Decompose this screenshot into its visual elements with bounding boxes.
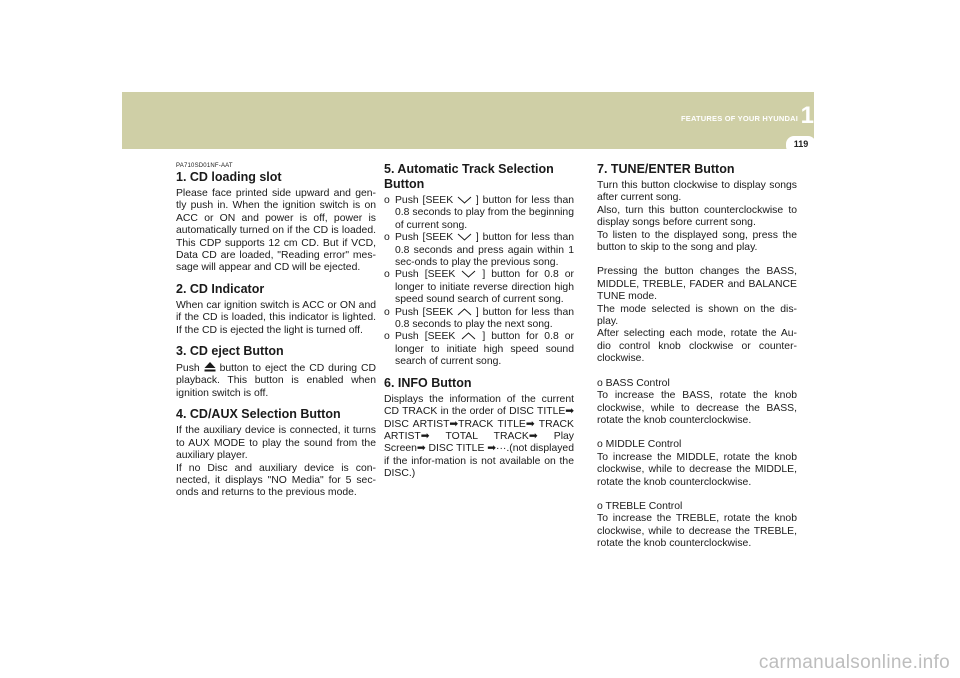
section-code: PA710SD01NF-AAT xyxy=(176,163,233,169)
seek-bullet-item xyxy=(384,331,574,368)
spacer xyxy=(597,254,797,266)
cd-eject-body-start: Push xyxy=(176,363,200,375)
seek-bullet-end: ] button for 0.8 or longer to initiate high speed sound search of current song. xyxy=(395,331,574,368)
spacer xyxy=(597,427,797,439)
seek-bullet-end: ] button for 0.8 or longer to initiate reverse direction high speed sound search of current song. xyxy=(395,269,574,306)
chevron-down-icon xyxy=(457,196,472,204)
seek-bullet-start: Push [SEEK xyxy=(395,195,454,206)
seek-bullet-start: Push [SEEK xyxy=(395,232,454,244)
chapter-number: 1 xyxy=(800,102,814,129)
bullet-marker: o xyxy=(384,195,390,206)
page-number: 119 xyxy=(793,139,809,149)
cd-indicator-body: When car ignition switch is ACC or ON and if the CD is loaded, this indicator is lighted. If the CD is ejected the light is turned off. xyxy=(176,299,376,336)
tune-enter-para-6: After selecting each mode, rotate the Au-dio control knob clockwise or counter-clockwise. xyxy=(597,328,797,365)
seek-bullet-list xyxy=(384,195,574,369)
tune-enter-para-4: Pressing the button changes the BASS, MIDDLE, TREBLE, FADER and BALANCE TUNE mode. xyxy=(597,266,797,303)
seek-bullet-start: Push [SEEK xyxy=(395,269,456,281)
column-1 xyxy=(176,162,376,500)
chapter-label: FEATURES OF YOUR HYUNDAI xyxy=(680,114,798,123)
bullet-marker: o xyxy=(384,232,390,244)
chevron-up-icon xyxy=(461,332,476,340)
cd-eject-body-end: button to eject the CD during CD playback. This button is enabled when ignition switch is off. xyxy=(176,363,376,399)
seek-bullet-start: Push [SEEK xyxy=(395,331,456,343)
tune-enter-para-3: To listen to the displayed song, press the button to skip to the song and play. xyxy=(597,229,797,254)
cd-eject-title: 3. CD eject Button xyxy=(176,344,284,359)
cd-eject-body xyxy=(176,362,376,400)
cd-aux-selection-title: 4. CD/AUX Selection Button xyxy=(176,407,341,422)
seek-bullet-end: ] button for less than 0.8 seconds and press again within 1 sec-onds to play the previous song. xyxy=(395,232,575,269)
tune-enter-title: 7. TUNE/ENTER Button xyxy=(597,162,735,176)
column-3 xyxy=(597,162,797,551)
treble-control-body: To increase the TREBLE, rotate the knob clockwise, while to decrease the TREBLE, rotate the knob counterclockwise. xyxy=(597,513,797,550)
bullet-marker: o xyxy=(384,331,390,343)
middle-control-body: To increase the MIDDLE, rotate the knob clockwise, while to decrease the MIDDLE, rotate the knob counterclockwise. xyxy=(597,451,797,488)
eject-icon xyxy=(204,362,216,372)
column-2 xyxy=(384,162,574,481)
info-button-title: 6. INFO Button xyxy=(384,375,472,390)
tune-enter-para-1: Turn this button clockwise to display songs after current song. xyxy=(597,180,797,204)
chevron-down-icon xyxy=(457,233,472,241)
bullet-marker: o xyxy=(384,269,390,281)
track-selection-title: 5. Automatic Track Selection Button xyxy=(384,162,554,191)
bass-control-body: To increase the BASS, rotate the knob clockwise, while to decrease the BASS, rotate the knob counterclockwise. xyxy=(597,390,797,426)
chevron-up-icon xyxy=(457,308,472,316)
tune-enter-para-2: Also, turn this button counterclockwise to display songs before current song. xyxy=(597,204,797,229)
middle-control-title: o MIDDLE Control xyxy=(597,439,682,451)
bullet-marker: o xyxy=(384,306,390,318)
cd-loading-slot-body: Please face printed side upward and gen-tly push in. When the ignition switch is on ACC or ON and power is off, power is automatically turned on if the CD is loaded. This CDP supports 12 cm CD. But if VCD, Data CD are loaded, "Reading error" mes-sage will appear and CD will be ejected. xyxy=(176,188,376,274)
tune-enter-para-5: The mode selected is shown on the dis-play. xyxy=(597,303,797,328)
cd-indicator-title: 2. CD Indicator xyxy=(176,281,265,296)
seek-bullet-start: Push [SEEK xyxy=(395,306,454,318)
seek-bullet-end: ] button for less than 0.8 seconds to play the next song. xyxy=(395,306,575,331)
seek-bullet-end: ] button for less than 0.8 seconds to play from the beginning of current song. xyxy=(395,195,575,231)
cd-loading-slot-title: 1. CD loading slot xyxy=(176,170,282,184)
spacer xyxy=(597,489,797,501)
spacer xyxy=(597,366,797,378)
cd-aux-body-2: If no Disc and auxiliary device is con-nected, it displays "NO Media" for 5 sec-onds and returns to the previous mode. xyxy=(176,462,376,499)
chevron-down-icon xyxy=(461,270,476,278)
seek-bullet-item xyxy=(384,195,574,232)
seek-bullet-item xyxy=(384,232,574,269)
info-button-body: Displays the information of the current CD TRACK in the order of DISC TITLE➡ DISC ARTIST➡TRACK TITLE➡ TRACK ARTIST➡ TOTAL TRACK➡ Play Screen➡ DISC TITLE ➡···.(not displayed if the infor-mation is not available on the DISC.) xyxy=(384,393,574,480)
seek-bullet-item xyxy=(384,269,574,306)
treble-control-title: o TREBLE Control xyxy=(597,500,683,512)
bass-control-title: o BASS Control xyxy=(597,377,670,389)
seek-bullet-item xyxy=(384,307,574,332)
cd-aux-body-1: If the auxiliary device is connected, it turns to AUX MODE to play the sound from the auxiliary player. xyxy=(176,425,376,462)
watermark: carmanualsonline.info xyxy=(758,652,950,673)
